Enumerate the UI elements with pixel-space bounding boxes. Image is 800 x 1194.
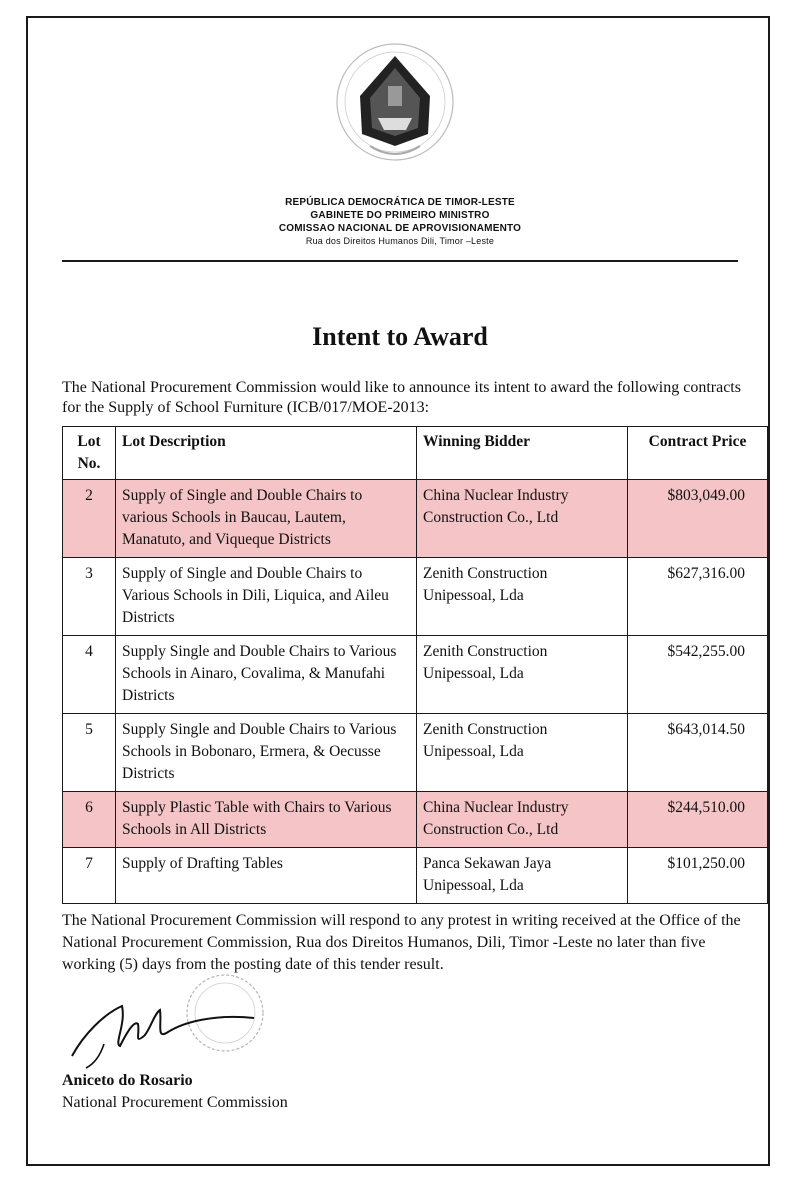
lot-description: Supply Plastic Table with Chairs to Various Schools in All Districts bbox=[116, 792, 417, 848]
winning-bidder: China Nuclear Industry Construction Co., Ltd bbox=[417, 480, 628, 558]
table-header-row bbox=[63, 427, 768, 480]
lot-description: Supply Single and Double Chairs to Various Schools in Ainaro, Covalima, & Manufahi Districts bbox=[116, 636, 417, 714]
winning-bidder: China Nuclear Industry Construction Co., Ltd bbox=[417, 792, 628, 848]
lot-description: Supply of Single and Double Chairs to various Schools in Baucau, Lautem, Manatuto, and Viqueque Districts bbox=[116, 480, 417, 558]
signer-name: Aniceto do Rosario bbox=[62, 1072, 193, 1089]
awards-table bbox=[62, 426, 768, 904]
lot-description: Supply of Single and Double Chairs to Various Schools in Dili, Liquica, and Aileu Districts bbox=[116, 558, 417, 636]
winning-bidder: Zenith Construction Unipessoal, Lda bbox=[417, 636, 628, 714]
lot-number: 6 bbox=[63, 792, 116, 848]
letterhead bbox=[0, 196, 800, 248]
letterhead-cabinet: GABINETE DO PRIMEIRO MINISTRO bbox=[310, 210, 490, 221]
contract-price: $803,049.00 bbox=[628, 480, 768, 558]
signer-title: National Procurement Commission bbox=[62, 1094, 288, 1111]
letterhead-republic: REPÚBLICA DEMOCRÁTICA DE TIMOR-LESTE bbox=[285, 197, 515, 208]
contract-price: $643,014.50 bbox=[628, 714, 768, 792]
intro-paragraph: The National Procurement Commission would like to announce its intent to award the following contracts for the Supply of School Furniture (ICB/017/MOE-2013: bbox=[62, 379, 741, 416]
table-row bbox=[63, 480, 768, 558]
lot-description: Supply Single and Double Chairs to Various Schools in Bobonaro, Ermera, & Oecusse Districts bbox=[116, 714, 417, 792]
header-lot-no: Lot No. bbox=[63, 427, 116, 480]
lot-number: 2 bbox=[63, 480, 116, 558]
table-row bbox=[63, 848, 768, 904]
table-row bbox=[63, 636, 768, 714]
header-divider bbox=[62, 260, 738, 262]
header-contract-price: Contract Price bbox=[628, 427, 768, 480]
handwritten-signature bbox=[64, 984, 264, 1074]
header-winning-bidder: Winning Bidder bbox=[417, 427, 628, 480]
lot-number: 3 bbox=[63, 558, 116, 636]
contract-price: $627,316.00 bbox=[628, 558, 768, 636]
document-title: Intent to Award bbox=[312, 322, 488, 351]
table-row bbox=[63, 714, 768, 792]
signer-block bbox=[62, 1070, 288, 1114]
table-row bbox=[63, 558, 768, 636]
winning-bidder: Panca Sekawan Jaya Unipessoal, Lda bbox=[417, 848, 628, 904]
winning-bidder: Zenith Construction Unipessoal, Lda bbox=[417, 558, 628, 636]
lot-number: 5 bbox=[63, 714, 116, 792]
table-row bbox=[63, 792, 768, 848]
lot-description: Supply of Drafting Tables bbox=[116, 848, 417, 904]
contract-price: $244,510.00 bbox=[628, 792, 768, 848]
contract-price: $542,255.00 bbox=[628, 636, 768, 714]
letterhead-commission: COMISSAO NACIONAL DE APROVISIONAMENTO bbox=[278, 223, 522, 234]
lot-number: 7 bbox=[63, 848, 116, 904]
coat-of-arms-icon bbox=[330, 34, 460, 182]
winning-bidder: Zenith Construction Unipessoal, Lda bbox=[417, 714, 628, 792]
closing-paragraph: The National Procurement Commission will respond to any protest in writing received at the Office of the National Procurement Commission, Rua dos Direitos Humanos, Dili, Timor -Leste no later than five working (5) days from the posting date of this tender result. bbox=[62, 912, 741, 973]
header-lot-description: Lot Description bbox=[116, 427, 417, 480]
contract-price: $101,250.00 bbox=[628, 848, 768, 904]
letterhead-address: Rua dos Direitos Humanos Dili, Timor –Leste bbox=[305, 236, 495, 246]
lot-number: 4 bbox=[63, 636, 116, 714]
